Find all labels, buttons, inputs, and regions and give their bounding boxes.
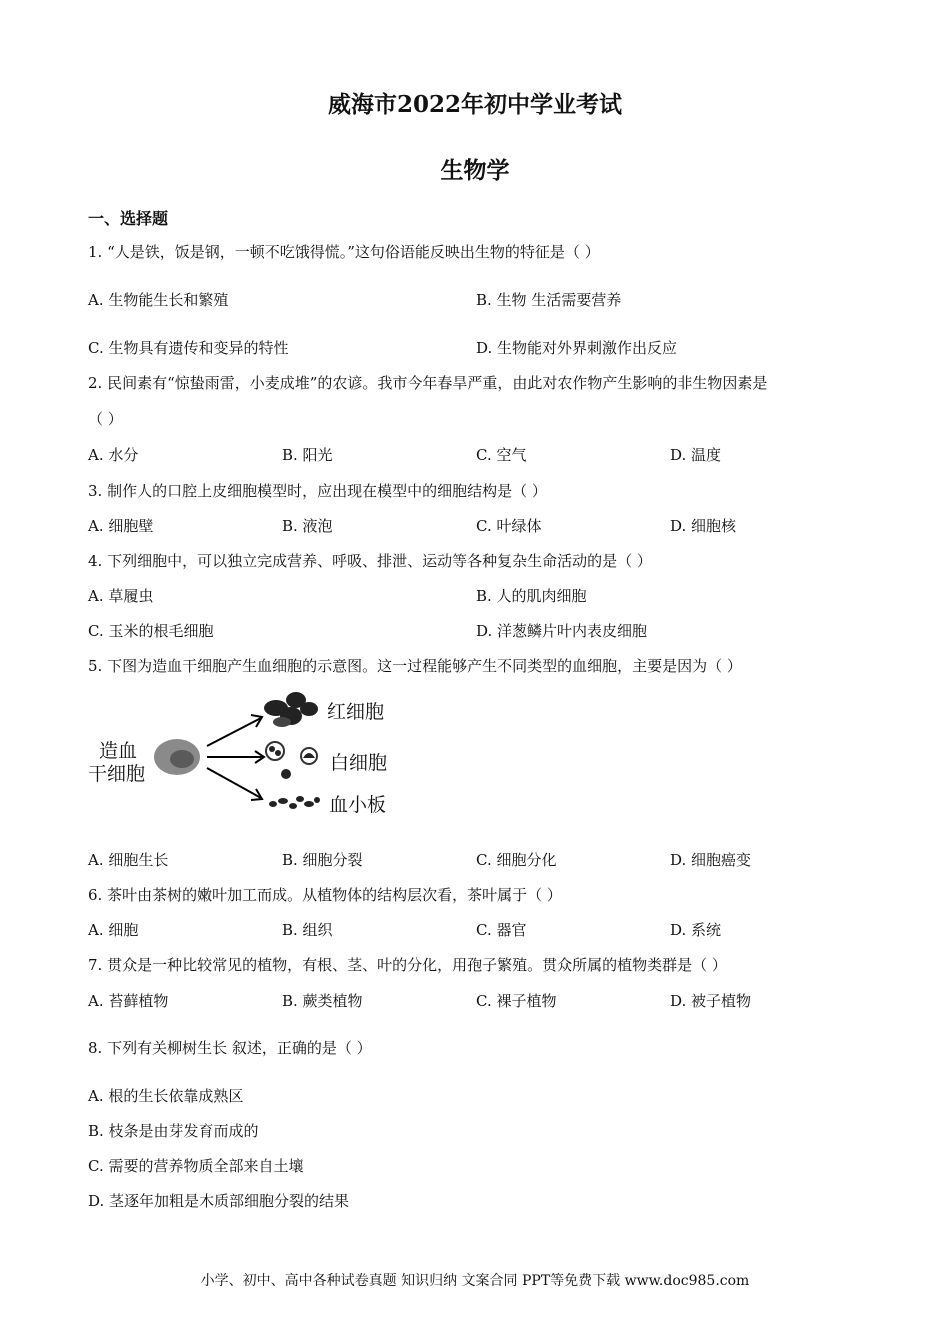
figure-label-stem-cell-line2: 干细胞: [88, 763, 146, 785]
question-5-stem: 5. 下图为造血干细胞产生血细胞的示意图。这一过程能够产生不同类型的血细胞，主要是因为（ ）: [88, 657, 742, 675]
question-3-option-a: A. 细胞壁: [88, 517, 154, 535]
question-4-option-c: C. 玉米的根毛细胞: [88, 622, 214, 640]
section-heading: 一、选择题: [88, 209, 169, 228]
question-4-option-a: A. 草履虫: [88, 587, 154, 605]
exam-title: 威海市2022年初中学业考试: [327, 91, 622, 118]
question-4-option-b: B. 人的肌肉细胞: [476, 587, 587, 605]
question-8-option-a: A. 根的生长依靠成熟区: [88, 1087, 244, 1105]
white-blood-cell-icon: [266, 742, 317, 779]
question-4-stem: 4. 下列细胞中，可以独立完成营养、呼吸、排泄、运动等各种复杂生命活动的是（ ）: [88, 552, 652, 570]
question-3-stem: 3. 制作人的口腔上皮细胞模型时，应出现在模型中的细胞结构是（ ）: [88, 482, 547, 500]
question-6-option-a: A. 细胞: [88, 921, 139, 939]
question-2-option-c: C. 空气: [476, 446, 527, 464]
question-4-option-d: D. 洋葱鳞片叶内表皮细胞: [476, 622, 648, 640]
platelet-icon: [269, 796, 320, 809]
stem-cell-icon: [154, 739, 200, 775]
arrow-icons: [207, 715, 264, 800]
question-3-option-d: D. 细胞核: [670, 517, 737, 535]
question-7-option-d: D. 被子植物: [670, 992, 752, 1010]
question-6-stem: 6. 茶叶由茶树的嫩叶加工而成。从植物体的结构层次看，茶叶属于（ ）: [88, 886, 562, 904]
figure-label-stem-cell-line1: 造血: [99, 740, 138, 762]
question-5-option-b: B. 细胞分裂: [282, 851, 363, 869]
question-2-option-a: A. 水分: [88, 446, 139, 464]
question-2-option-b: B. 阳光: [282, 446, 333, 464]
question-7-option-a: A. 苔藓植物: [88, 992, 169, 1010]
question-6-option-d: D. 系统: [670, 921, 722, 939]
question-1-stem: 1. “人是铁，饭是钢，一顿不吃饿得慌。”这句俗语能反映出生物的特征是（ ）: [88, 243, 600, 261]
question-5-option-c: C. 细胞分化: [476, 851, 557, 869]
figure-label-red-cell: 红细胞: [327, 701, 385, 723]
question-3-option-c: C. 叶绿体: [476, 517, 542, 535]
question-8-option-b: B. 枝条是由芽发育而成的: [88, 1122, 259, 1140]
question-6-option-b: B. 组织: [282, 921, 333, 939]
question-1-option-d: D. 生物能对外界刺激作出反应: [476, 339, 678, 357]
question-2-stem-continued: （ ）: [88, 410, 123, 428]
question-2-stem: 2. 民间素有“惊蛰雨雷，小麦成堆”的农谚。我市今年春旱严重，由此对农作物产生影响的非生物因素是: [88, 374, 768, 392]
figure-label-white-cell: 白细胞: [330, 752, 388, 774]
question-7-option-c: C. 裸子植物: [476, 992, 557, 1010]
question-5-option-d: D. 细胞癌变: [670, 851, 752, 869]
question-1-option-a: A. 生物能生长和繁殖: [88, 291, 229, 309]
question-7-option-b: B. 蕨类植物: [282, 992, 363, 1010]
question-2-option-d: D. 温度: [670, 446, 722, 464]
question-6-option-c: C. 器官: [476, 921, 527, 939]
figure-label-platelet: 血小板: [329, 794, 387, 816]
question-7-stem: 7. 贯众是一种比较常见的植物，有根、茎、叶的分化，用孢子繁殖。贯众所属的植物类群是（ ）: [88, 956, 727, 974]
question-1-option-b: B. 生物 生活需要营养: [476, 291, 622, 309]
page-footer: 小学、初中、高中各种试卷真题 知识归纳 文案合同 PPT等免费下载 www.doc985.com: [200, 1273, 750, 1289]
subject-title: 生物学: [440, 157, 510, 184]
question-8-stem: 8. 下列有关柳树生长 叙述，正确的是（ ）: [88, 1039, 372, 1057]
blood-cell-figure: [85, 686, 405, 821]
question-1-option-c: C. 生物具有遗传和变异的特性: [88, 339, 289, 357]
question-5-option-a: A. 细胞生长: [88, 851, 169, 869]
question-8-option-d: D. 茎逐年加粗是木质部细胞分裂的结果: [88, 1192, 350, 1210]
red-blood-cell-icon: [264, 692, 318, 727]
question-3-option-b: B. 液泡: [282, 517, 333, 535]
question-8-option-c: C. 需要的营养物质全部来自土壤: [88, 1157, 304, 1175]
